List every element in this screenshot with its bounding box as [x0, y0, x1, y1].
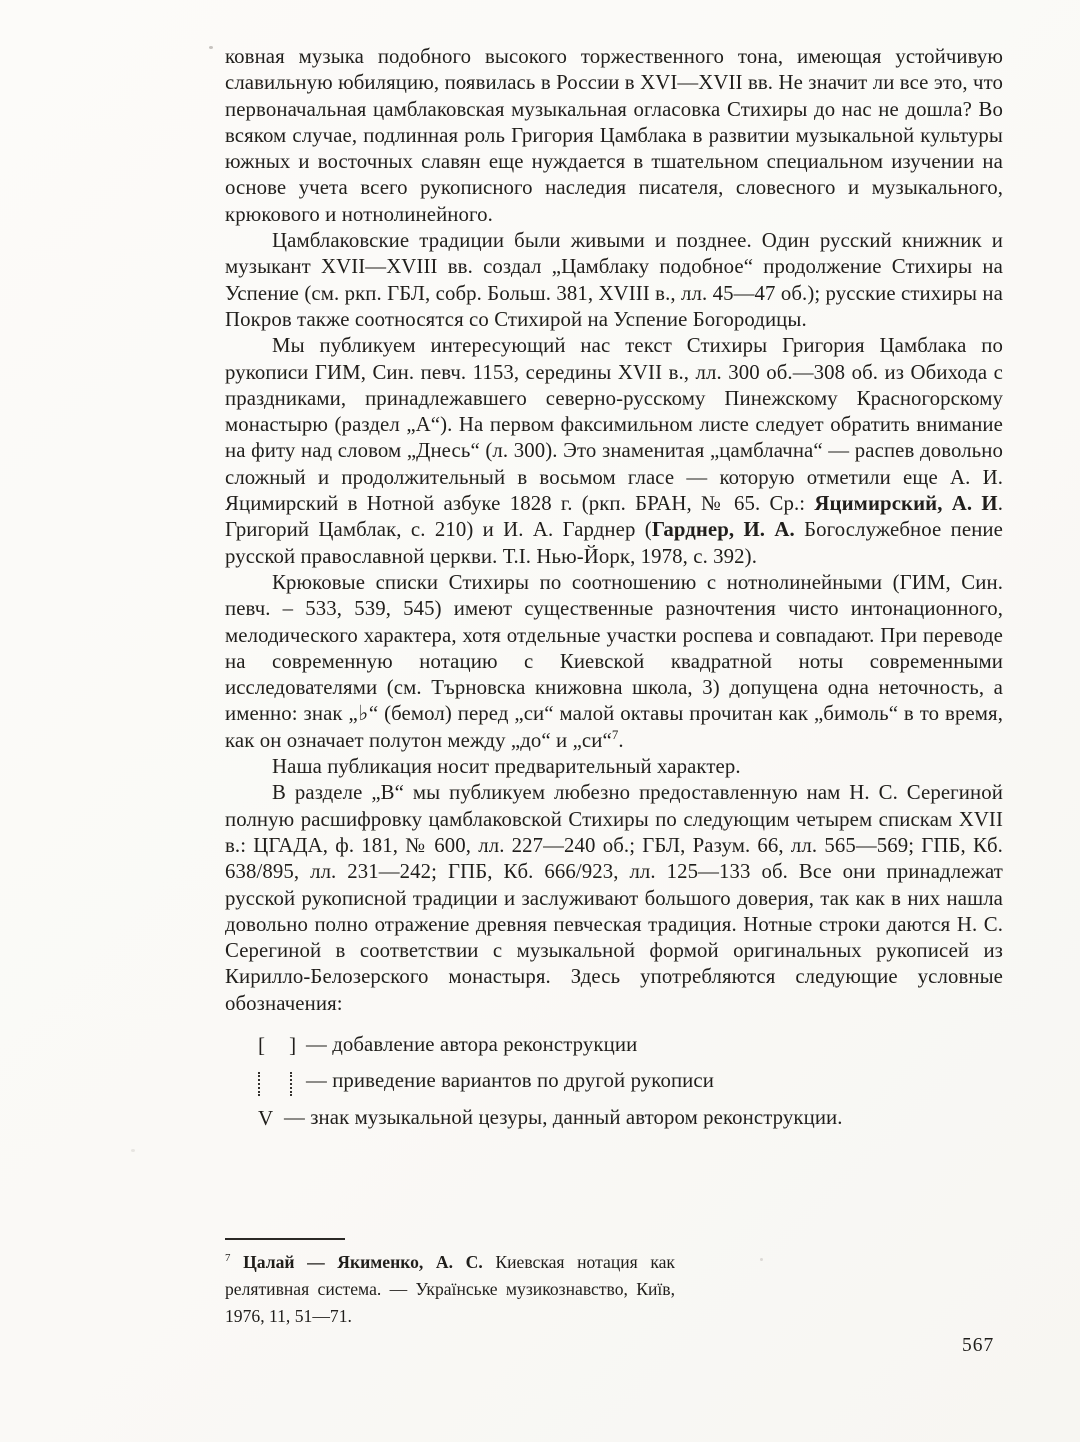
- paragraph-4: [225, 570, 1003, 754]
- paragraph-3-text: Мы публикуем интересующий нас текст Стихиры Григория Цамблака по рукописи ГИМ, Син. певч. 1153, середины XVII в., лл. 300 об.—308 об. из Обихода с праздниками, принадлежавшего северно-русскому Пинежскому Красногорскому монастырю (раздел „А“). На первом факсимильном листе следует обратить внимание на фиту над словом „Днесь“ (л. 300). Это знаменитая „цамблачна“ — распев довольно сложный и продолжительный в восьмом гласе — которую отметили еще А. И. Яцимирский в Нотной азбуке 1828 г. (ркп. БРАН, № 65. Ср.:: [225, 334, 1003, 516]
- dotted-bracket-left-icon: [258, 1072, 260, 1096]
- dotted-bracket-right-icon: [290, 1072, 292, 1096]
- legend-item-text: — добавление автора реконструкции: [306, 1032, 638, 1056]
- footnote: [225, 1238, 675, 1330]
- footnote-author-bold: Цалай — Якименко, А. С.: [243, 1252, 483, 1272]
- legend-item-brackets: [258, 1032, 1003, 1058]
- notation-legend: [225, 1032, 1003, 1131]
- scan-artifact: [131, 1149, 135, 1152]
- footnote-reference-marker: 7: [611, 727, 619, 742]
- square-brackets-symbol: [258, 1032, 306, 1058]
- paragraph-3-text: Богослужебное пение русской православной церкви. Т.I. Нью-Йорк, 1978, с. 392).: [225, 518, 1003, 568]
- dotted-brackets-symbol: [258, 1069, 306, 1093]
- page-number: 567: [962, 1335, 995, 1356]
- paragraph-6: В разделе „В“ мы публикуем любезно предоставленную нам Н. С. Серегиной полную расшифровку цамблаковской Стихиры по следующим четырем спискам XVII в.: ЦГАДА, ф. 181, № 600, лл. 227—240 об.; ГБЛ, Разум. 66, лл. 565—569; ГПБ, Кб. 638/895, лл. 231—242; ГПБ, Кб. 666/923, лл. 125—133 об. Все они принадлежат русской рукописной традиции и заслуживают большого доверия, так как в них нашла довольно полно отражение древняя певческая традиция. Нотные строки даются Н. С. Серегиной в соответствии с музыкальной формой оригинальных рукописей из Кирилло-Белозерского монастыря. Здесь употребляются следующие условные обозначения:: [225, 781, 1003, 1015]
- paragraph-4-text: Крюковые списки Стихиры по соотношению с нотнолинейными (ГИМ, Син. певч. – 533, 539, 545) имеют существенные разночтения чисто интонационного, мелодического характера, хотя отдельные участки роспева и совпадают. При переводе на современную нотацию с Киевской квадратной ноты современными исследователями (см. Търновска книжовна школа, 3) допущена одна неточность, а именно: знак „♭“ (бемол) перед „си“ малой октавы прочитан как „бимоль“ в то время, как он означает полутон между „до“ и „си“: [225, 570, 1003, 752]
- scan-artifact: [760, 1258, 763, 1261]
- legend-item-text: — знак музыкальной цезуры, данный автором реконструкции.: [284, 1105, 843, 1129]
- page-body-text: [225, 44, 1003, 1141]
- paragraph-1: ковная музыка подобного высокого торжественного тона, имеющая устойчивую славильную юбиляцию, появилась в России в XVI—XVII вв. Не значит ли все это, что первоначальная цамблаковская музыкальная огласовка Стихиры до нас не дошла? Во всяком случае, подлинная роль Григория Цамблака в развитии музыкальной культуры южных и восточных славян еще нуждается в тшательном специальном изучении на основе учета всего рукописного наследия писателя, словесного и музыкального, крюкового и нотнолинейного.: [225, 45, 1003, 226]
- author-name-bold: Яцимирский, А. И: [814, 492, 998, 516]
- footnote-number: 7: [225, 1252, 231, 1265]
- footnote-rule: [225, 1238, 345, 1240]
- author-name-bold: Гарднер, И. А.: [651, 518, 795, 542]
- paragraph-4-text: .: [618, 728, 624, 752]
- close-bracket-icon: ]: [289, 1032, 297, 1057]
- paragraph-5: Наша публикация носит предварительный характер.: [272, 755, 741, 779]
- paragraph-3-text: . Григорий Цамблак, с. 210) и И. А. Гарднер (: [225, 492, 1003, 542]
- footnote-body-text: Киевская нотация как релятивная система. — Українське музикознавство, Київ, 1976, 11, 51—71.: [225, 1252, 675, 1326]
- paragraph-3: [225, 333, 1003, 570]
- legend-item-text: — приведение вариантов по другой рукописи: [306, 1069, 714, 1093]
- legend-item-dotted-brackets: [258, 1068, 1003, 1094]
- open-bracket-icon: [: [258, 1032, 266, 1057]
- footnote-text: [225, 1249, 675, 1330]
- scan-artifact: [209, 46, 213, 49]
- paragraph-2: Цамблаковские традиции были живыми и позднее. Один русский книжник и музыкант XVII—XVIII вв. создал „Цамблаку подобное“ продолжение Стихиры на Успение (см. ркп. ГБЛ, собр. Больш. 381, XVIII в., лл. 45—47 об.); русские стихиры на Покров также соотносятся со Стихирой на Успение Богородицы.: [225, 229, 1003, 331]
- legend-item-cezura: [258, 1105, 1003, 1131]
- cezura-symbol: V: [258, 1105, 274, 1130]
